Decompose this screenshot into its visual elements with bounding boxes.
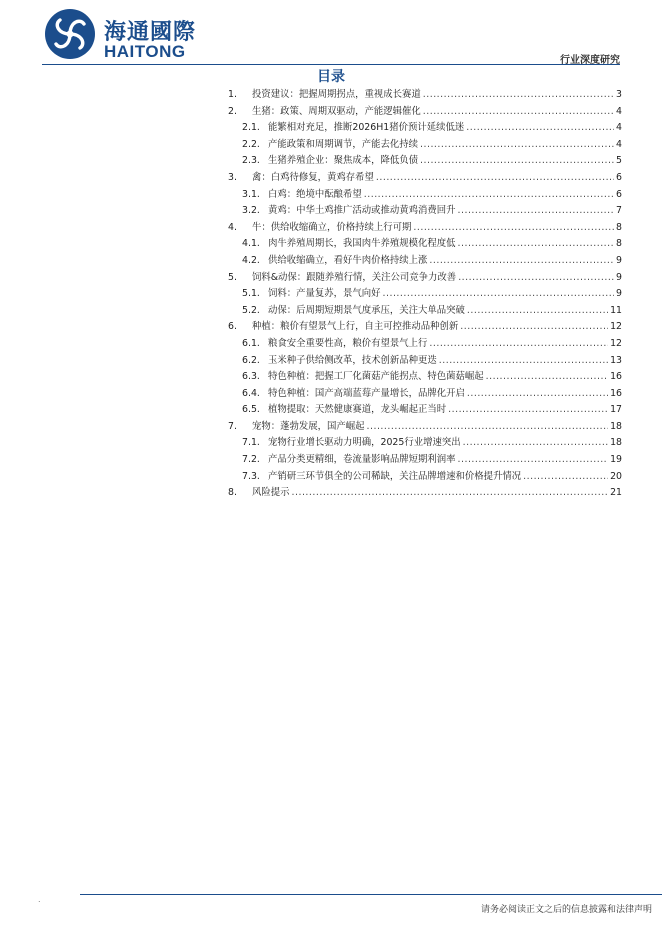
toc-entry-number: 7.1. (242, 437, 260, 449)
toc-entry-title: 产能政策和周期调节，产能去化持续 (268, 138, 419, 150)
header-divider (42, 64, 620, 65)
toc-entry-page: 12 (610, 337, 622, 349)
toc-entry-title: 特色种植：国产高端蓝莓产量增长，品牌化开启 (268, 387, 465, 399)
toc-leader-dots (420, 153, 614, 170)
toc-entry-page: 7 (616, 205, 622, 217)
toc-entry-page: 9 (616, 271, 622, 283)
toc-entry-number: 4.1. (242, 238, 260, 250)
toc-entry-title: 生猪：政策、周期双驱动，产能逻辑催化 (252, 105, 421, 117)
toc-entry-title: 投资建议：把握周期拐点，重视成长赛道 (252, 89, 421, 100)
toc-leader-dots (466, 120, 614, 137)
toc-leader-dots (364, 187, 614, 204)
haitong-logo (44, 8, 204, 60)
toc-entry-number: 3.1. (242, 188, 260, 200)
toc-entry[interactable] (228, 120, 622, 137)
toc-entry-number: 6.1. (242, 337, 260, 349)
toc-entry-page: 8 (616, 221, 622, 233)
logo-chinese-name: 海通國際 (104, 20, 197, 45)
toc-entry-page: 21 (610, 487, 622, 499)
toc-entry-title: 牛：供给收缩确立，价格持续上行可期 (252, 221, 412, 233)
toc-leader-dots (486, 369, 608, 386)
toc-entry-page: 4 (616, 138, 622, 150)
toc-entry-page: 4 (616, 122, 622, 134)
toc-entry-title: 宠物行业增长驱动力明确，2025行业增速突出 (268, 437, 461, 449)
toc-entry-number: 6.2. (242, 354, 260, 366)
toc-entry-title: 禽：白鸡待修复，黄鸡存希望 (252, 171, 374, 183)
toc-entry[interactable] (228, 203, 622, 220)
toc-leader-dots (458, 270, 614, 287)
footer-divider (80, 894, 662, 895)
toc-entry-title: 特色种植：把握工厂化菌菇产能拐点、特色菌菇崛起 (268, 371, 484, 383)
toc-entry-page: 6 (616, 188, 622, 200)
toc-entry[interactable] (228, 419, 622, 436)
toc-entry[interactable] (228, 485, 622, 502)
toc-entry-page: 8 (616, 238, 622, 250)
toc-leader-dots (458, 203, 615, 220)
toc-entry[interactable] (228, 402, 622, 419)
toc-leader-dots (429, 336, 608, 353)
toc-leader-dots (460, 319, 608, 336)
toc-entry-page: 11 (610, 304, 622, 316)
toc-leader-dots (458, 236, 615, 253)
toc-leader-dots (420, 137, 614, 154)
toc-entry-number: 7. (228, 420, 237, 432)
toc-entry[interactable] (228, 253, 622, 270)
toc-entry[interactable] (228, 236, 622, 253)
toc-entry-title: 粮食安全重要性高，粮价有望景气上行 (268, 337, 428, 349)
toc-leader-dots (439, 353, 608, 370)
toc-leader-dots (467, 386, 608, 403)
toc-entry-title: 种植：粮价有望景气上行，自主可控推动品种创新 (252, 321, 459, 333)
toc-entry-number: 7.2. (242, 454, 260, 466)
toc-entry-page: 20 (610, 470, 622, 482)
toc-entry[interactable] (228, 286, 622, 303)
toc-leader-dots (448, 402, 608, 419)
toc-entry-number: 1. (228, 89, 237, 100)
table-of-contents (228, 87, 622, 502)
toc-entry-number: 6. (228, 321, 237, 333)
toc-leader-dots (292, 485, 609, 502)
toc-entry-page: 18 (610, 437, 622, 449)
toc-entry[interactable] (228, 303, 622, 320)
toc-leader-dots (367, 419, 609, 436)
toc-entry-number: 3.2. (242, 205, 260, 217)
toc-entry-number: 2.2. (242, 138, 260, 150)
toc-entry-page: 4 (616, 105, 622, 117)
toc-entry-page: 9 (616, 254, 622, 266)
logo-english-name: HAITONG (104, 42, 186, 61)
toc-entry[interactable] (228, 319, 622, 336)
toc-leader-dots (413, 220, 614, 237)
toc-entry-number: 4. (228, 221, 237, 233)
toc-entry-title: 供给收缩确立，看好牛肉价格持续上涨 (268, 254, 428, 266)
toc-entry-number: 6.5. (242, 404, 260, 416)
toc-entry[interactable] (228, 170, 622, 187)
toc-entry[interactable] (228, 220, 622, 237)
toc-entry-number: 2.1. (242, 122, 260, 134)
toc-entry-number: 6.3. (242, 371, 260, 383)
toc-leader-dots (458, 452, 609, 469)
toc-entry-number: 2. (228, 105, 237, 117)
legal-disclaimer: 请务必阅读正文之后的信息披露和法律声明 (480, 905, 652, 915)
toc-entry[interactable] (228, 104, 622, 121)
toc-entry[interactable] (228, 369, 622, 386)
toc-title: 目录 (317, 69, 345, 85)
toc-entry-page: 6 (616, 171, 622, 183)
toc-entry-page: 16 (610, 371, 622, 383)
toc-entry-page: 19 (610, 454, 622, 466)
toc-entry-number: 5.1. (242, 288, 260, 300)
toc-entry-number: 3. (228, 171, 237, 183)
toc-entry-title: 黄鸡：中华土鸡推广活动或推动黄鸡消费回升 (268, 205, 456, 217)
toc-entry-title: 产销研三环节俱全的公司稀缺，关注品牌增速和价格提升情况 (268, 470, 522, 482)
toc-entry-number: 8. (228, 487, 237, 499)
toc-entry-number: 5. (228, 271, 237, 283)
toc-entry[interactable] (228, 187, 622, 204)
toc-entry-title: 饲料：产量复苏，景气向好 (268, 288, 381, 300)
toc-entry-page: 18 (610, 420, 622, 432)
toc-entry-number: 7.3. (242, 470, 260, 482)
toc-entry[interactable] (228, 270, 622, 287)
toc-entry-page: 5 (616, 155, 622, 167)
toc-entry-title: 白鸡：绝境中酝酿希望 (268, 188, 362, 200)
toc-leader-dots (463, 435, 608, 452)
toc-entry-title: 能繁相对充足，推断2026H1猪价预计延续低迷 (268, 122, 465, 134)
toc-entry-title: 宠物：蓬勃发展，国产崛起 (252, 420, 365, 432)
toc-entry-number: 5.2. (242, 304, 260, 316)
toc-leader-dots (423, 87, 614, 104)
toc-entry-number: 2.3. (242, 155, 260, 167)
toc-entry[interactable] (228, 153, 622, 170)
toc-entry-title: 动保：后周期短期景气度承压，关注大单品突破 (268, 304, 465, 316)
toc-entry-number: 6.4. (242, 387, 260, 399)
toc-entry-title: 生猪养殖企业：聚焦成本，降低负债 (268, 155, 419, 167)
toc-leader-dots (423, 104, 614, 121)
toc-entry[interactable] (228, 452, 622, 469)
toc-entry[interactable] (228, 353, 622, 370)
toc-entry-page: 12 (610, 321, 622, 333)
toc-entry[interactable] (228, 336, 622, 353)
toc-entry-page: 3 (616, 89, 622, 100)
toc-entry[interactable] (228, 137, 622, 154)
toc-leader-dots (383, 286, 615, 303)
toc-entry[interactable] (228, 435, 622, 452)
report-type-label: 行业深度研究 (560, 55, 620, 66)
toc-entry[interactable] (228, 386, 622, 403)
toc-entry[interactable] (228, 87, 622, 104)
toc-leader-dots (429, 253, 614, 270)
footer-mark: . (38, 895, 41, 904)
toc-entry-page: 17 (610, 404, 622, 416)
toc-entry-page: 16 (610, 387, 622, 399)
toc-leader-dots (523, 469, 608, 486)
toc-entry-title: 植物提取：天然健康赛道，龙头崛起正当时 (268, 404, 447, 416)
toc-entry-title: 肉牛养殖周期长，我国肉牛养殖规模化程度低 (268, 238, 456, 250)
toc-entry-title: 产品分类更精细，卷流量影响品牌短期利润率 (268, 454, 456, 466)
toc-entry-number: 4.2. (242, 254, 260, 266)
haitong-logo-icon (44, 8, 96, 60)
toc-entry-page: 13 (610, 354, 622, 366)
toc-leader-dots (376, 170, 614, 187)
toc-entry-page: 9 (616, 288, 622, 300)
toc-entry-title: 风险提示 (252, 487, 290, 499)
toc-leader-dots (467, 303, 608, 320)
toc-entry-title: 玉米种子供给侧改革，技术创新品种更迭 (268, 354, 437, 366)
toc-entry[interactable] (228, 469, 622, 486)
toc-entry-title: 饲料&动保：跟随养殖行情，关注公司竞争力改善 (252, 271, 457, 283)
